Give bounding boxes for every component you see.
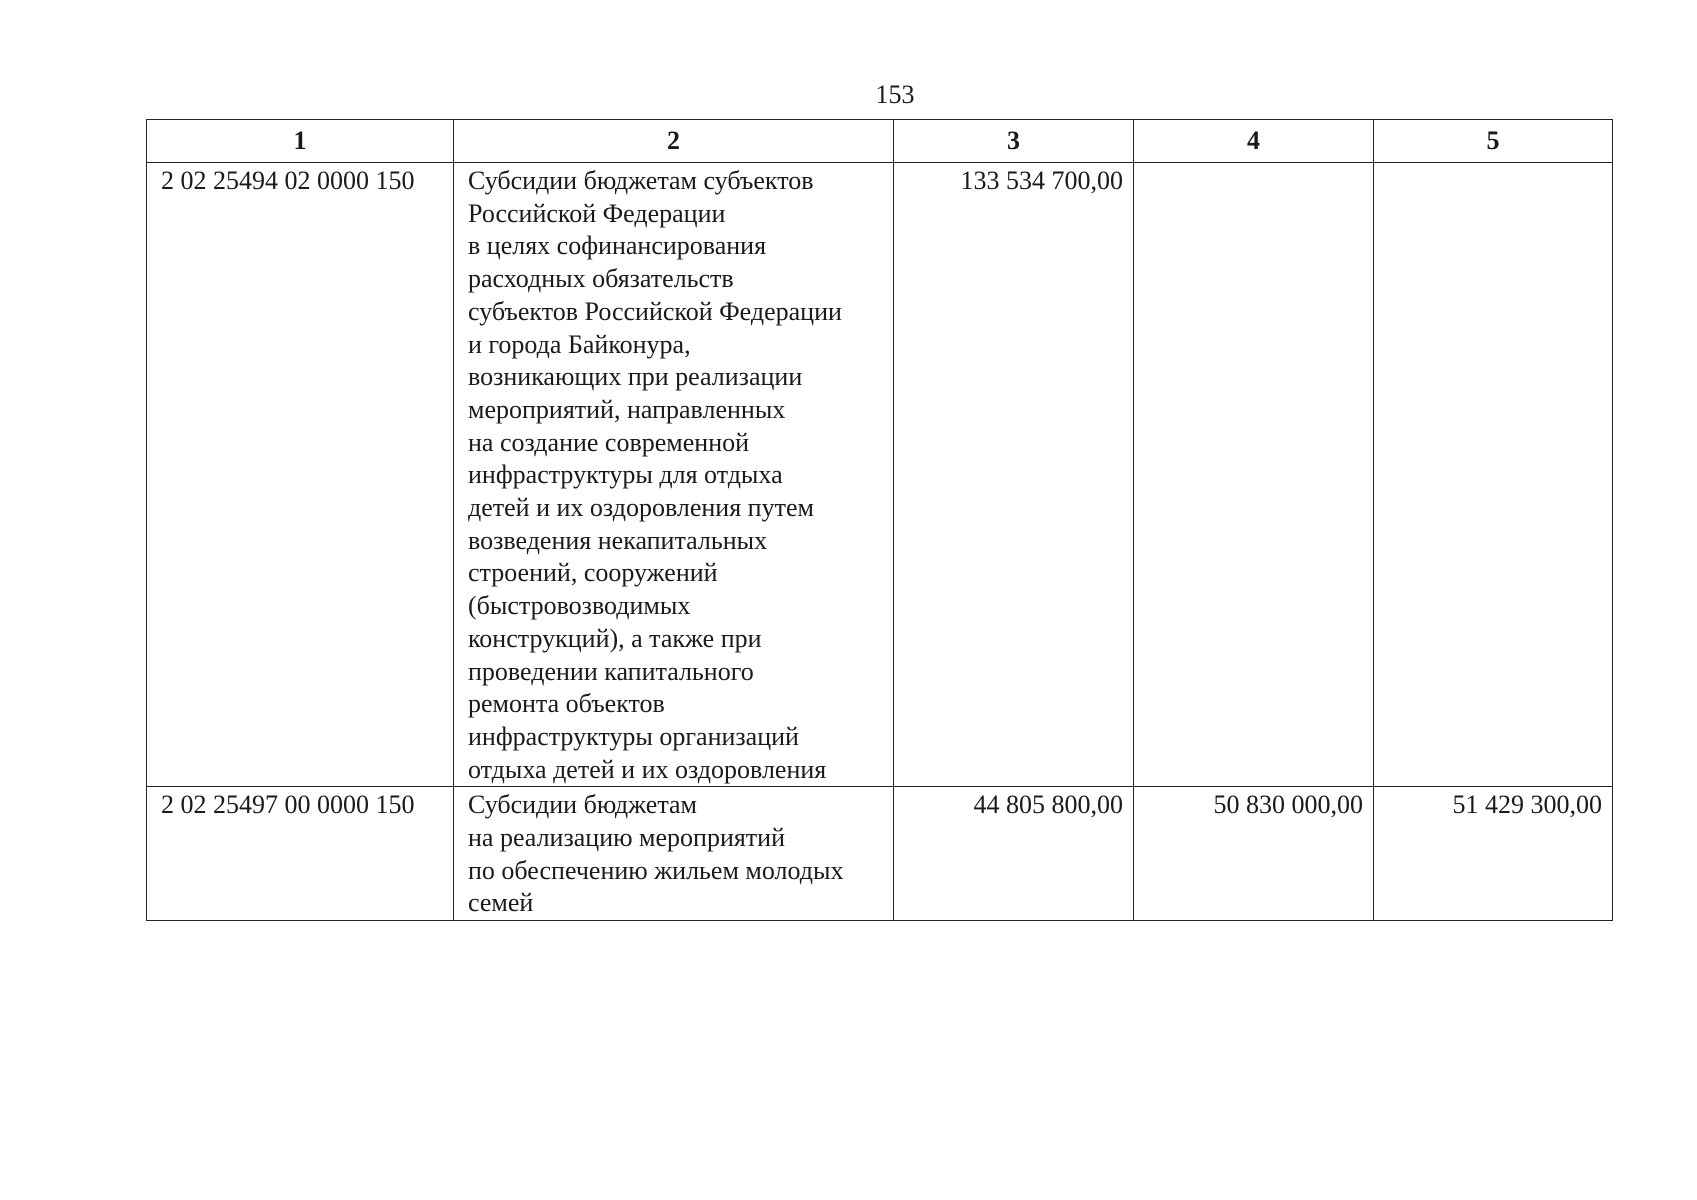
description-line: субъектов Российской Федерации bbox=[468, 296, 842, 326]
description-cell bbox=[454, 787, 894, 921]
description-line: Субсидии бюджетам субъектов bbox=[468, 166, 814, 195]
description-line: отдыха детей и их оздоровления bbox=[468, 754, 827, 784]
budget-code-cell: 2 02 25497 00 0000 150 bbox=[147, 787, 454, 921]
amount-col5-cell: 51 429 300,00 bbox=[1374, 787, 1613, 921]
column-header-5: 5 bbox=[1374, 120, 1613, 163]
page-number: 153 bbox=[875, 80, 915, 109]
amount-col4-cell bbox=[1134, 163, 1374, 787]
amount-col4-cell: 50 830 000,00 bbox=[1134, 787, 1374, 921]
table-header-row bbox=[147, 120, 1613, 163]
column-header-4: 4 bbox=[1134, 120, 1374, 163]
description-line: инфраструктуры организаций bbox=[468, 721, 799, 751]
description-line: мероприятий, направленных bbox=[468, 394, 786, 424]
description-line: на создание современной bbox=[468, 427, 750, 457]
description-line: семей bbox=[468, 888, 534, 918]
description-line: конструкций), а также при bbox=[468, 623, 762, 653]
table-row bbox=[147, 163, 1613, 787]
description-line: возникающих при реализации bbox=[468, 362, 803, 392]
budget-code-cell: 2 02 25494 02 0000 150 bbox=[147, 163, 454, 787]
description-line: детей и их оздоровления путем bbox=[468, 493, 814, 523]
description-line: ремонта объектов bbox=[468, 689, 665, 719]
table-row bbox=[147, 787, 1613, 921]
description-line: в целях софинансирования bbox=[468, 231, 767, 261]
amount-col5-cell bbox=[1374, 163, 1613, 787]
description-line: строений, сооружений bbox=[468, 558, 718, 588]
description-line: расходных обязательств bbox=[468, 264, 734, 294]
description-line: Российской Федерации bbox=[468, 198, 726, 228]
description-line: на реализацию мероприятий bbox=[468, 823, 786, 853]
description-line: проведении капитального bbox=[468, 656, 754, 686]
column-header-2: 2 bbox=[454, 120, 894, 163]
description-line: (быстровозводимых bbox=[468, 591, 691, 621]
amount-col3-cell: 133 534 700,00 bbox=[894, 163, 1134, 787]
description-line: инфраструктуры для отдыха bbox=[468, 460, 783, 490]
description-cell bbox=[454, 163, 894, 787]
description-line: по обеспечению жильем молодых bbox=[468, 855, 844, 885]
column-header-3: 3 bbox=[894, 120, 1134, 163]
description-line: возведения некапитальных bbox=[468, 525, 768, 555]
description-line: и города Байконура, bbox=[468, 329, 691, 359]
budget-table bbox=[146, 119, 1613, 921]
amount-col3-cell: 44 805 800,00 bbox=[894, 787, 1134, 921]
column-header-1: 1 bbox=[147, 120, 454, 163]
description-line: Субсидии бюджетам bbox=[468, 790, 697, 820]
